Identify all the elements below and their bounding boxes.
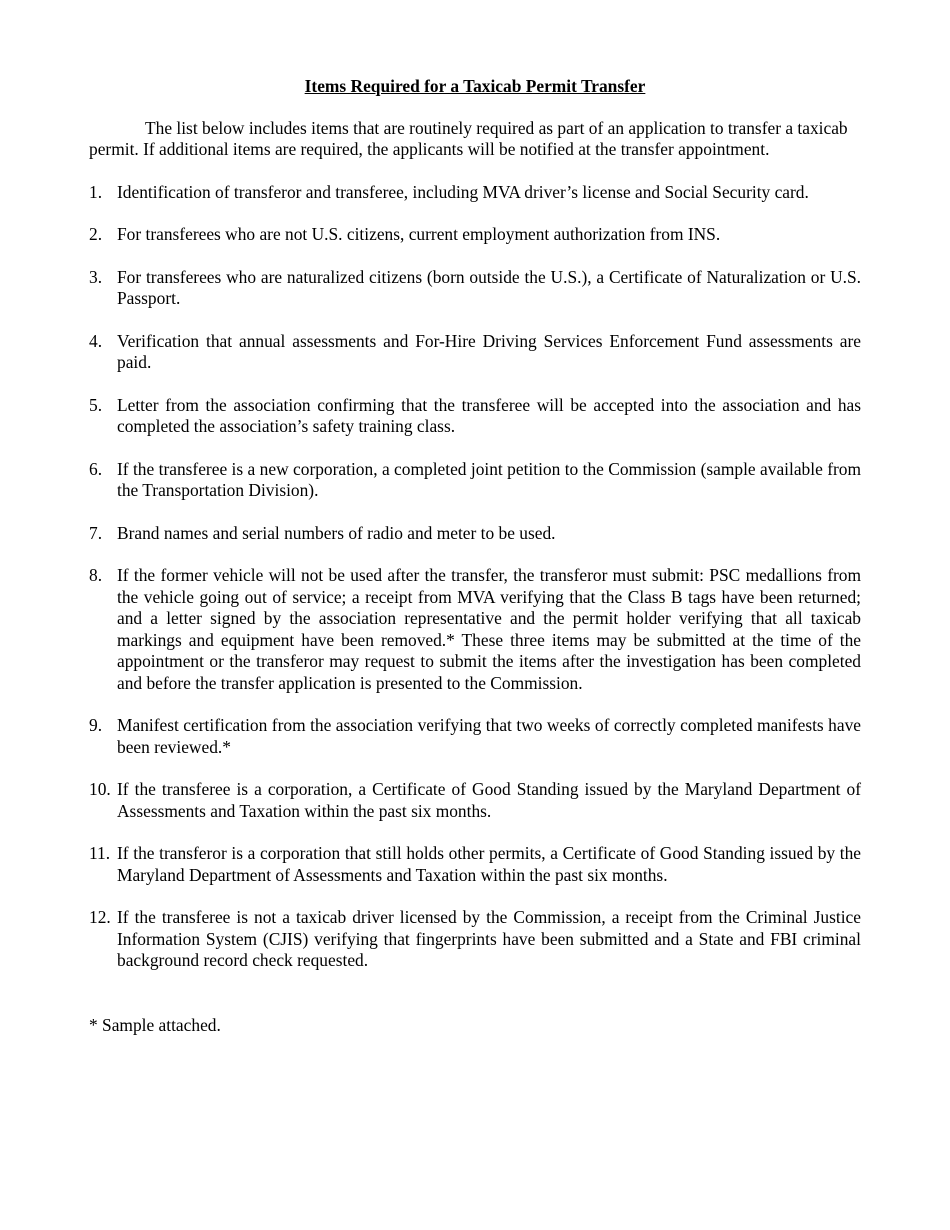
item-text: Letter from the association confirming that the transferee will be accepted into the association and has completed the association’s safety training class. xyxy=(117,394,861,436)
item-text: Identification of transferor and transferee, including MVA driver’s license and Social Security card. xyxy=(117,181,809,202)
item-number: 7. xyxy=(89,522,103,543)
item-text: If the transferee is not a taxicab driver licensed by the Commission, a receipt from the Criminal Justice Information System (CJIS) verifying that fingerprints have been submitted and a State and FBI criminal background record check requested. xyxy=(117,907,861,970)
document-title: Items Required for a Taxicab Permit Transfer xyxy=(304,76,646,96)
item-number: 6. xyxy=(89,458,103,479)
list-item xyxy=(89,779,861,822)
item-text: Verification that annual assessments and For-Hire Driving Services Enforcement Fund assessments are paid. xyxy=(117,330,861,372)
item-number: 12. xyxy=(89,907,111,927)
item-number: 4. xyxy=(89,330,103,351)
list-item xyxy=(89,395,861,438)
item-number: 1. xyxy=(89,181,103,202)
item-text: For transferees who are not U.S. citizens, current employment authorization from INS. xyxy=(117,224,721,244)
intro-paragraph: The list below includes items that are routinely required as part of an application to transfer a taxicab permit. If additional items are required, the applicants will be notified at the transfer appointment. xyxy=(89,117,848,159)
item-text: If the former vehicle will not be used after the transfer, the transferor must submit: PSC medallions from the vehicle going out of service; a receipt from MVA verifying that the Class B tags have been returned; and a letter signed by the association representative and the permit holder verifying that all taxicab markings and equipment have been removed.* These three items may be submitted at the time of the appointment or the transferor may request to submit the items after the investigation has been completed and before the transfer application is presented to the Commission. xyxy=(117,565,861,693)
item-number: 10. xyxy=(89,779,111,799)
list-item xyxy=(89,715,861,758)
list-item xyxy=(89,224,861,246)
requirements-list xyxy=(89,182,861,972)
item-text: For transferees who are naturalized citizens (born outside the U.S.), a Certificate of Naturalization or U.S. Passport. xyxy=(117,266,861,308)
list-item xyxy=(89,523,861,545)
item-text: Manifest certification from the association verifying that two weeks of correctly completed manifests have been reviewed.* xyxy=(117,715,861,757)
document-page xyxy=(89,76,861,1036)
footnote: * Sample attached. xyxy=(89,1014,221,1035)
list-item xyxy=(89,843,861,886)
list-item xyxy=(89,182,861,204)
item-number: 9. xyxy=(89,715,103,735)
item-text: If the transferee is a corporation, a Certificate of Good Standing issued by the Maryland Department of Assessments and Taxation within the past six months. xyxy=(117,779,861,821)
item-number: 3. xyxy=(89,266,103,287)
item-number: 8. xyxy=(89,565,103,585)
list-item xyxy=(89,459,861,502)
item-text: If the transferor is a corporation that still holds other permits, a Certificate of Good Standing issued by the Maryland Department of Assessments and Taxation within the past six months. xyxy=(117,843,861,885)
item-text: Brand names and serial numbers of radio and meter to be used. xyxy=(117,522,556,543)
item-text: If the transferee is a new corporation, a completed joint petition to the Commission (sample available from the Transportation Division). xyxy=(117,458,861,500)
list-item xyxy=(89,267,861,310)
item-number: 2. xyxy=(89,224,103,244)
list-item xyxy=(89,565,861,694)
list-item xyxy=(89,331,861,374)
list-item xyxy=(89,907,861,972)
item-number: 5. xyxy=(89,394,103,415)
item-number: 11. xyxy=(89,843,111,863)
